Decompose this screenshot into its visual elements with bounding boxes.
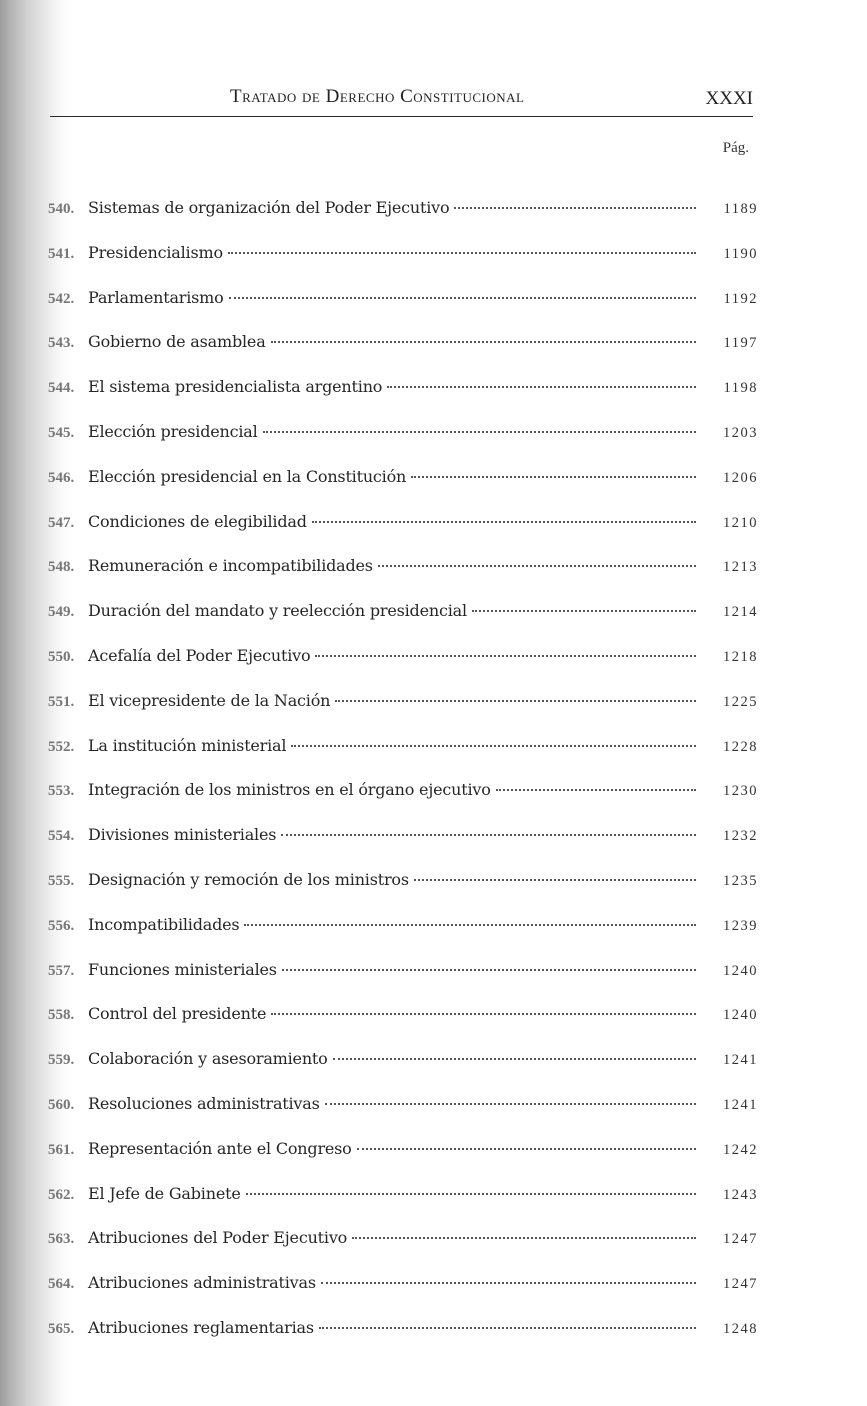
toc-entry [48, 1273, 758, 1318]
toc-entry [48, 556, 758, 601]
page-number: 1214 [723, 604, 758, 621]
page-number: 1241 [723, 1096, 758, 1113]
section-title: Acefalía del Poder Ejecutivo [88, 645, 311, 665]
section-title: Duración del mandato y reelección presidencial [88, 601, 467, 621]
section-number: 554. [48, 828, 75, 845]
section-number: 548. [48, 559, 75, 576]
dot-leader [335, 699, 696, 702]
page-number: 1241 [723, 1052, 758, 1069]
dot-leader [281, 833, 696, 836]
toc-entry [48, 377, 758, 422]
dot-leader [315, 654, 696, 657]
section-title: Atribuciones reglamentarias [88, 1317, 314, 1337]
dot-leader [352, 1236, 696, 1239]
section-title: Colaboración y asesoramiento [88, 1049, 328, 1069]
page-header [50, 86, 753, 117]
toc-entry [48, 915, 758, 960]
section-number: 550. [48, 648, 75, 665]
dot-leader [411, 475, 696, 478]
toc-entry [48, 198, 758, 243]
section-number: 552. [48, 738, 75, 755]
section-title: La institución ministerial [88, 735, 287, 755]
toc-entry [48, 825, 758, 870]
toc-entry [48, 780, 758, 825]
toc-entry [48, 422, 758, 467]
page-number: 1206 [723, 469, 758, 486]
section-number: 562. [48, 1186, 75, 1203]
section-number: 545. [48, 424, 75, 441]
toc-entry [48, 601, 758, 646]
dot-leader [312, 520, 696, 523]
section-number: 555. [48, 872, 75, 889]
section-title: Parlamentarismo [88, 287, 224, 307]
table-of-contents [48, 198, 758, 1363]
section-number: 544. [48, 380, 75, 397]
dot-leader [387, 385, 696, 388]
dot-leader [357, 1147, 696, 1150]
page-number: 1247 [723, 1276, 758, 1293]
page-number: 1218 [723, 648, 758, 665]
dot-leader [229, 296, 696, 299]
page-number: 1198 [723, 380, 758, 397]
section-number: 556. [48, 917, 75, 934]
section-number: 561. [48, 1141, 75, 1158]
dot-leader [246, 1192, 696, 1195]
toc-entry [48, 691, 758, 736]
section-number: 543. [48, 335, 75, 352]
page-number: 1192 [723, 290, 758, 307]
page-column-label: Pág. [722, 140, 749, 156]
dot-leader [378, 564, 696, 567]
section-number: 560. [48, 1096, 75, 1113]
dot-leader [333, 1057, 696, 1060]
toc-entry [48, 1139, 758, 1184]
section-title: Control del presidente [88, 1004, 267, 1024]
dot-leader [472, 609, 696, 612]
page-number: 1190 [723, 245, 758, 262]
toc-entry [48, 1318, 758, 1363]
toc-entry [48, 1049, 758, 1094]
section-number: 540. [48, 201, 75, 217]
section-title: Divisiones ministeriales [88, 825, 277, 845]
section-number: 546. [48, 469, 75, 486]
dot-leader [282, 968, 696, 971]
section-title: Atribuciones del Poder Ejecutivo [88, 1228, 348, 1248]
page-number: 1247 [723, 1231, 758, 1248]
section-title: Condiciones de elegibilidad [88, 511, 307, 531]
toc-entry [48, 736, 758, 781]
toc-entry [48, 960, 758, 1005]
dot-leader [321, 1281, 696, 1284]
page-number: 1228 [723, 738, 758, 755]
section-title: Elección presidencial en la Constitución [88, 466, 407, 486]
running-title: Tratado de Derecho Constitucional [230, 86, 525, 107]
page-number: 1242 [723, 1141, 758, 1158]
section-number: 557. [48, 962, 75, 979]
toc-entry [48, 467, 758, 512]
section-number: 551. [48, 693, 75, 710]
page-number: 1243 [723, 1186, 758, 1203]
page-number: 1210 [723, 514, 758, 531]
section-title: Presidencialismo [88, 242, 223, 262]
section-number: 547. [48, 514, 75, 531]
toc-entry [48, 243, 758, 288]
page-number: 1240 [723, 1007, 758, 1024]
dot-leader [325, 1102, 696, 1105]
section-number: 559. [48, 1052, 75, 1069]
section-title: Resoluciones administrativas [88, 1093, 320, 1113]
toc-entry [48, 870, 758, 915]
section-title: Gobierno de asamblea [88, 332, 266, 352]
section-number: 563. [48, 1231, 75, 1248]
page-number: 1203 [723, 424, 758, 441]
toc-entry [48, 646, 758, 691]
dot-leader [496, 788, 696, 791]
section-number: 558. [48, 1007, 75, 1024]
toc-entry [48, 1094, 758, 1139]
dot-leader [263, 430, 696, 433]
section-title: Representación ante el Congreso [88, 1138, 352, 1158]
toc-entry [48, 1228, 758, 1273]
page-number: 1240 [723, 962, 758, 979]
page-number: 1213 [723, 559, 758, 576]
dot-leader [228, 251, 696, 254]
section-title: El vicepresidente de la Nación [88, 690, 331, 710]
section-title: Funciones ministeriales [88, 959, 277, 979]
page-number: 1248 [723, 1320, 758, 1337]
dot-leader [271, 1012, 696, 1015]
section-title: Designación y remoción de los ministros [88, 869, 409, 889]
section-number: 541. [48, 245, 75, 262]
dot-leader [291, 744, 696, 747]
dot-leader [414, 878, 696, 881]
dot-leader [319, 1326, 696, 1329]
section-title: El Jefe de Gabinete [88, 1183, 241, 1203]
toc-entry [48, 332, 758, 377]
page-number: 1235 [723, 872, 758, 889]
toc-entry [48, 288, 758, 333]
section-title: Incompatibilidades [88, 914, 240, 934]
section-number: 542. [48, 290, 75, 307]
section-number: 564. [48, 1276, 75, 1293]
toc-entry [48, 1004, 758, 1049]
section-number: 549. [48, 604, 75, 621]
dot-leader [454, 206, 696, 209]
section-number: 553. [48, 783, 75, 800]
page-number: 1197 [723, 335, 758, 352]
section-number: 565. [48, 1320, 75, 1337]
page-number: 1232 [723, 828, 758, 845]
section-title: El sistema presidencialista argentino [88, 377, 383, 397]
toc-entry [48, 512, 758, 557]
page-number: 1239 [723, 917, 758, 934]
page-number: 1189 [723, 201, 758, 217]
dot-leader [271, 340, 696, 343]
page-number: 1230 [723, 783, 758, 800]
section-title: Integración de los ministros en el órgano ejecutivo [88, 780, 491, 800]
page-number: 1225 [723, 693, 758, 710]
section-title: Sistemas de organización del Poder Ejecutivo [88, 198, 450, 217]
toc-entry [48, 1184, 758, 1229]
dot-leader [244, 923, 696, 926]
section-title: Remuneración e incompatibilidades [88, 556, 373, 576]
page-folio: XXXI [705, 88, 753, 109]
section-title: Elección presidencial [88, 421, 258, 441]
section-title: Atribuciones administrativas [88, 1273, 316, 1293]
